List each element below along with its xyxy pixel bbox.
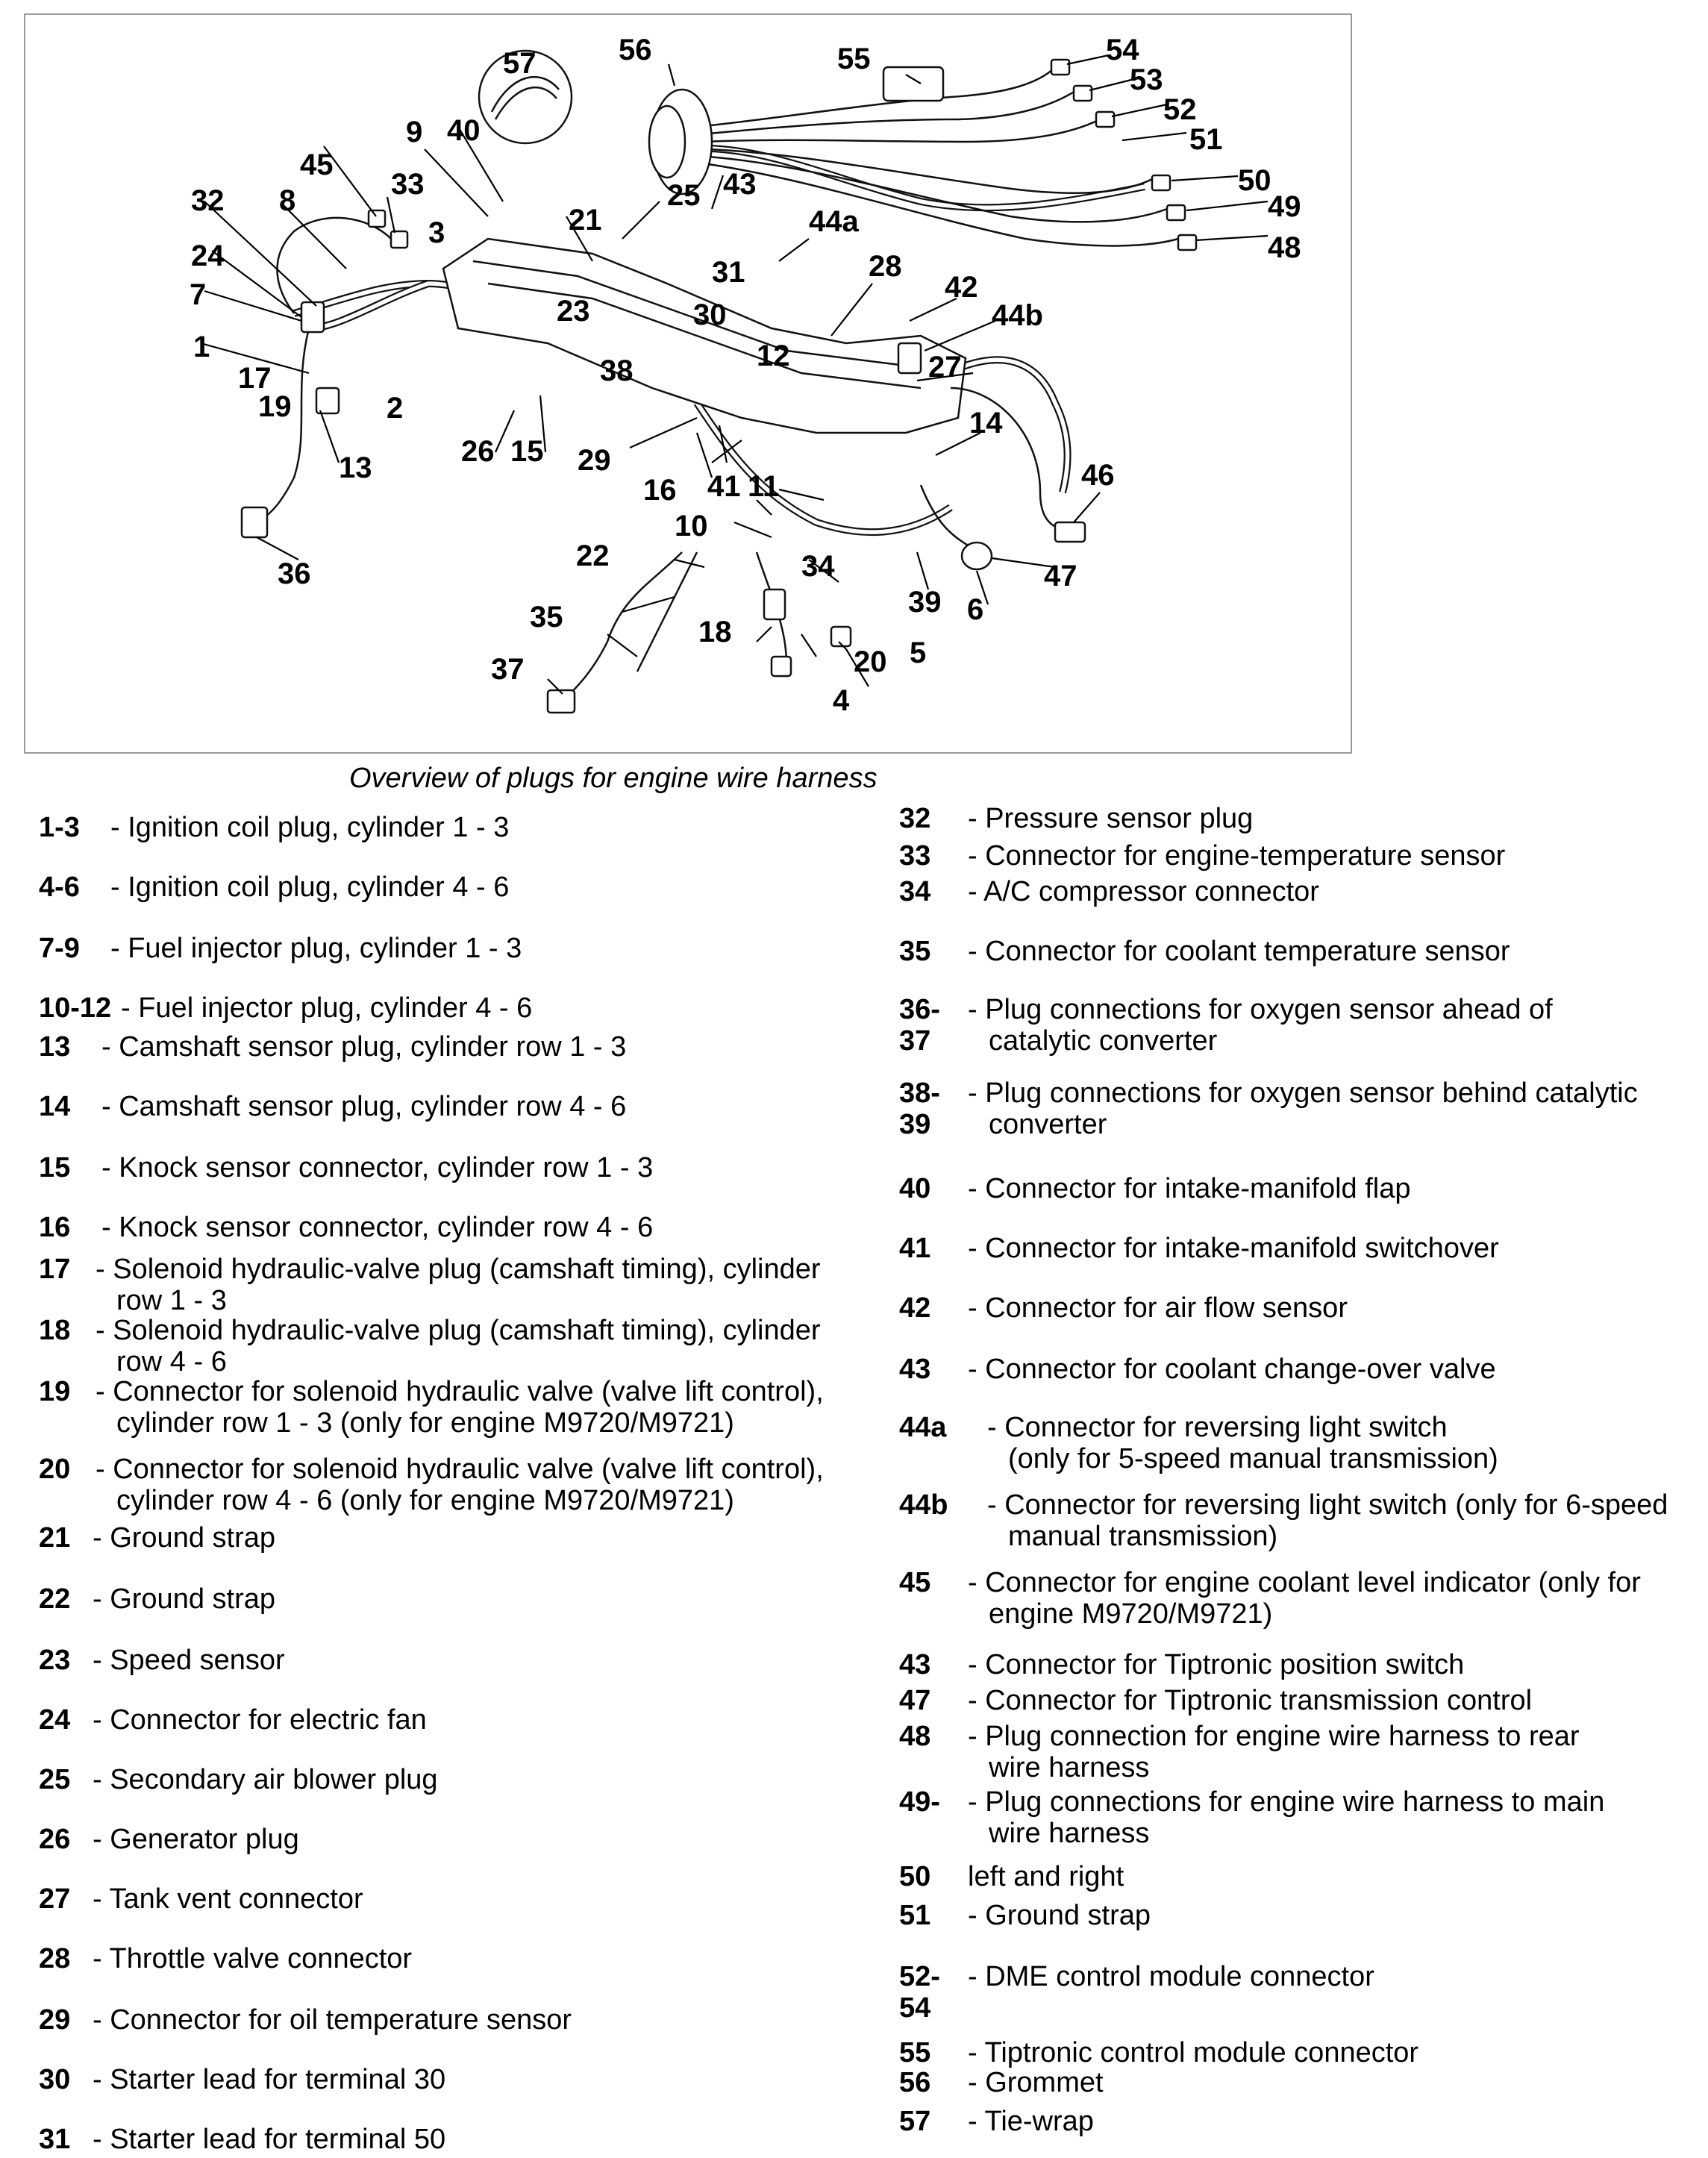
legend-number: 57 xyxy=(899,2106,931,2137)
callout-21: 21 xyxy=(569,204,602,237)
callout-56: 56 xyxy=(619,34,652,66)
legend-description: - Ignition coil plug, cylinder 4 - 6 xyxy=(110,872,510,903)
callout-35: 35 xyxy=(530,601,563,634)
legend-number: 40 xyxy=(899,1173,931,1204)
legend-number: 47 xyxy=(899,1685,931,1716)
legend-number: 21 xyxy=(39,1522,71,1554)
legend-description: - Tank vent connector xyxy=(93,1883,363,1915)
callout-44a: 44a xyxy=(809,205,859,238)
legend-number: 51 xyxy=(899,1900,931,1931)
callout-39: 39 xyxy=(908,586,942,619)
callout-51: 51 xyxy=(1189,123,1223,156)
legend-description: - Connector for intake-manifold flap xyxy=(968,1173,1411,1204)
legend-description: - Connector for Tiptronic transmission control xyxy=(968,1685,1533,1716)
legend-description: - Knock sensor connector, cylinder row 1 - 3 xyxy=(101,1152,654,1183)
callout-50: 50 xyxy=(1238,164,1271,197)
callout-8: 8 xyxy=(279,184,296,217)
callout-18: 18 xyxy=(698,616,732,648)
legend-description: - Connector for air flow sensor xyxy=(968,1292,1348,1324)
legend-description: - Speed sensor xyxy=(93,1645,285,1676)
callout-1: 1 xyxy=(193,331,210,363)
legend-description: - A/C compressor connector xyxy=(968,876,1319,907)
callout-11: 11 xyxy=(748,470,780,503)
legend-description: - Connector for solenoid hydraulic valve (valve lift control), cylinder row 4 - 6 (only for engine M9720/M9721) xyxy=(96,1454,824,1516)
callout-14: 14 xyxy=(969,407,1003,440)
legend-description: - Solenoid hydraulic-valve plug (camshaft timing), cylinder row 1 - 3 xyxy=(96,1254,821,1316)
legend-description: - Secondary air blower plug xyxy=(93,1764,438,1795)
callout-30: 30 xyxy=(693,298,727,331)
legend-number: 44a xyxy=(899,1412,947,1443)
legend-number: 45 xyxy=(899,1567,931,1598)
legend-number: 26 xyxy=(39,1824,71,1855)
legend-number: 34 xyxy=(899,876,931,907)
legend-description: - Fuel injector plug, cylinder 1 - 3 xyxy=(110,933,522,964)
legend-number: 29 xyxy=(39,2004,71,2036)
legend-description: - Ground strap xyxy=(93,1522,275,1554)
callout-48: 48 xyxy=(1268,231,1301,264)
callout-40: 40 xyxy=(447,114,481,147)
callout-52: 52 xyxy=(1163,93,1197,126)
legend-number: 41 xyxy=(899,1233,931,1264)
callout-10: 10 xyxy=(675,510,708,542)
legend-description: - Connector for engine-temperature sensor xyxy=(968,840,1506,872)
legend-description: - Plug connections for engine wire harness to main wire harness xyxy=(968,1786,1605,1849)
callout-2: 2 xyxy=(387,392,404,425)
callout-36: 36 xyxy=(278,557,311,590)
legend-description: - Connector for intake-manifold switchover xyxy=(968,1233,1499,1264)
callout-23: 23 xyxy=(557,295,590,328)
legend-number: 44b xyxy=(899,1489,948,1521)
callout-37: 37 xyxy=(491,653,525,686)
callout-43: 43 xyxy=(723,168,757,201)
legend-number: 48 xyxy=(899,1721,931,1752)
legend-description: - Ground strap xyxy=(93,1583,275,1615)
legend-description: - Grommet xyxy=(968,2067,1104,2098)
legend-description: - Connector for engine coolant level indicator (only for engine M9720/M9721) xyxy=(968,1567,1641,1630)
wire-harness-illustration xyxy=(25,15,1351,752)
callout-31: 31 xyxy=(712,256,745,289)
legend-number: 35 xyxy=(899,936,931,967)
callout-42: 42 xyxy=(945,271,978,304)
legend-description: - Connector for Tiptronic position switch xyxy=(968,1649,1465,1680)
legend-number: 28 xyxy=(39,1943,71,1974)
callout-54: 54 xyxy=(1106,34,1139,66)
callout-45: 45 xyxy=(300,148,334,181)
callout-55: 55 xyxy=(837,43,871,75)
legend-number: 16 xyxy=(39,1212,71,1243)
callout-53: 53 xyxy=(1130,63,1163,96)
callout-38: 38 xyxy=(600,354,634,387)
legend-number: 56 xyxy=(899,2067,931,2098)
legend-description: - Connector for coolant change-over valve xyxy=(968,1354,1496,1385)
legend-number: 55 xyxy=(899,2037,931,2068)
legend-number: 27 xyxy=(39,1883,71,1915)
legend-number: 50 xyxy=(899,1861,931,1892)
legend-description: - Throttle valve connector xyxy=(93,1943,413,1974)
legend-description: - DME control module connector xyxy=(968,1961,1374,1992)
legend-description: - Starter lead for terminal 30 xyxy=(93,2064,446,2095)
callout-17: 17 xyxy=(238,362,272,395)
callout-57: 57 xyxy=(503,47,537,80)
legend-number: 4-6 xyxy=(39,872,80,903)
legend-description: - Camshaft sensor plug, cylinder row 4 - 6 xyxy=(101,1091,627,1122)
legend-number: 17 xyxy=(39,1254,71,1285)
callout-6: 6 xyxy=(967,593,984,626)
legend-number: 13 xyxy=(39,1031,71,1063)
legend-number: 7-9 xyxy=(39,933,80,964)
callout-16: 16 xyxy=(643,474,677,507)
legend-description: - Ignition coil plug, cylinder 1 - 3 xyxy=(110,812,510,843)
legend-description: left and right xyxy=(968,1861,1124,1892)
legend-number: 1-3 xyxy=(39,812,80,843)
legend-number: 18 xyxy=(39,1315,71,1346)
legend-number: 32 xyxy=(899,803,931,834)
legend-description: - Connector for reversing light switch (only for 6-speed manual transmission) xyxy=(987,1489,1668,1552)
legend-description: - Tie-wrap xyxy=(968,2106,1094,2137)
legend-description: - Connector for solenoid hydraulic valve (valve lift control), cylinder row 1 - 3 (only for engine M9720/M9721) xyxy=(96,1376,824,1439)
legend-description: - Solenoid hydraulic-valve plug (camshaft timing), cylinder row 4 - 6 xyxy=(96,1315,821,1377)
callout-34: 34 xyxy=(801,550,835,583)
legend-number: 43 xyxy=(899,1354,931,1385)
legend-number: 19 xyxy=(39,1376,71,1407)
callout-3: 3 xyxy=(428,216,445,249)
legend-number: 52- 54 xyxy=(899,1961,940,2024)
callout-24: 24 xyxy=(191,240,225,272)
legend-number: 36- 37 xyxy=(899,994,940,1057)
legend-number: 23 xyxy=(39,1645,71,1676)
callout-47: 47 xyxy=(1044,560,1077,592)
legend-number: 14 xyxy=(39,1091,71,1122)
callout-19: 19 xyxy=(258,390,292,423)
legend-description: - Starter lead for terminal 50 xyxy=(93,2124,446,2155)
callout-26: 26 xyxy=(461,435,495,468)
legend-number: 31 xyxy=(39,2124,71,2155)
callout-27: 27 xyxy=(928,351,962,384)
callout-28: 28 xyxy=(869,250,902,283)
legend-number: 33 xyxy=(899,840,931,872)
callout-41: 41 xyxy=(707,470,741,503)
callout-20: 20 xyxy=(854,645,887,678)
legend-description: - Plug connections for oxygen sensor ahead of catalytic converter xyxy=(968,994,1553,1057)
legend-number: 10-12 xyxy=(39,992,112,1024)
callout-15: 15 xyxy=(510,435,544,468)
legend-description: - Connector for electric fan xyxy=(93,1704,427,1736)
diagram-frame xyxy=(24,13,1352,754)
callout-7: 7 xyxy=(190,278,207,311)
legend-number: 30 xyxy=(39,2064,71,2095)
callout-9: 9 xyxy=(406,116,423,148)
legend-description: - Pressure sensor plug xyxy=(968,803,1254,834)
legend-description: - Tiptronic control module connector xyxy=(968,2037,1419,2068)
legend-number: 38- 39 xyxy=(899,1078,940,1140)
callout-22: 22 xyxy=(576,540,610,572)
legend-number: 49- xyxy=(899,1786,940,1818)
diagram-caption: Overview of plugs for engine wire harness xyxy=(349,763,878,794)
legend-description: - Camshaft sensor plug, cylinder row 1 - 3 xyxy=(101,1031,627,1063)
legend-description: - Knock sensor connector, cylinder row 4 - 6 xyxy=(101,1212,654,1243)
legend-number: 25 xyxy=(39,1764,71,1795)
legend-description: - Fuel injector plug, cylinder 4 - 6 xyxy=(121,992,533,1024)
callout-4: 4 xyxy=(833,684,850,717)
legend-number: 24 xyxy=(39,1704,71,1736)
legend-description: - Plug connections for oxygen sensor behind catalytic converter xyxy=(968,1078,1638,1140)
callout-29: 29 xyxy=(578,444,611,477)
legend-description: - Generator plug xyxy=(93,1824,299,1855)
callout-12: 12 xyxy=(757,340,790,372)
legend-number: 15 xyxy=(39,1152,71,1183)
legend-number: 42 xyxy=(899,1292,931,1324)
callout-44b: 44b xyxy=(992,299,1043,332)
callout-25: 25 xyxy=(667,179,701,212)
callout-49: 49 xyxy=(1268,190,1301,223)
legend-description: - Connector for oil temperature sensor xyxy=(93,2004,572,2036)
legend-number: 20 xyxy=(39,1454,71,1485)
legend-description: - Ground strap xyxy=(968,1900,1151,1931)
callout-46: 46 xyxy=(1081,459,1115,492)
legend-number: 22 xyxy=(39,1583,71,1615)
callout-13: 13 xyxy=(339,451,372,484)
callout-33: 33 xyxy=(391,168,425,201)
callout-32: 32 xyxy=(191,184,225,217)
legend-description: - Connector for coolant temperature sensor xyxy=(968,936,1510,967)
legend-description: - Plug connection for engine wire harness to rear wire harness xyxy=(968,1721,1580,1783)
legend-number: 43 xyxy=(899,1649,931,1680)
callout-5: 5 xyxy=(910,637,927,669)
legend-description: - Connector for reversing light switch (only for 5-speed manual transmission) xyxy=(987,1412,1498,1474)
